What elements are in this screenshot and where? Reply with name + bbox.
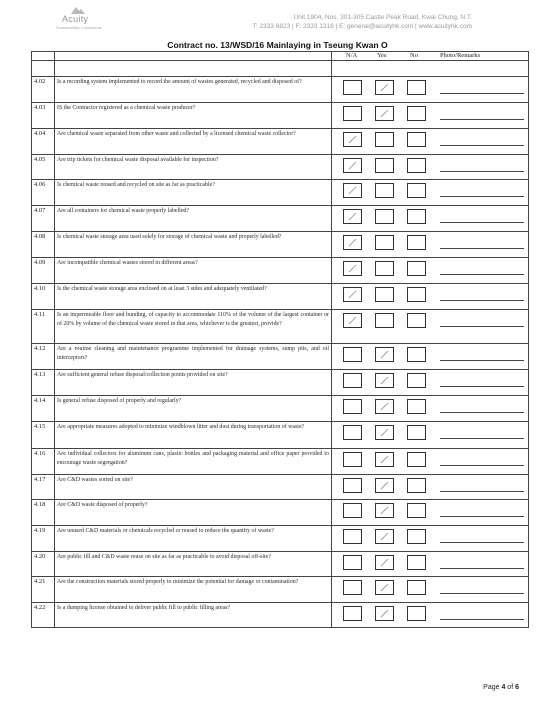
checkbox-no[interactable] [407, 606, 426, 621]
checklist-row [32, 422, 529, 449]
item-answer-cell [332, 475, 529, 500]
checklist-row [32, 310, 529, 344]
remarks-line[interactable] [440, 386, 524, 387]
checkbox-no[interactable] [407, 106, 426, 121]
checkbox-na[interactable] [343, 347, 362, 362]
item-answer-cell [332, 577, 529, 603]
current-page-number: 4 [501, 684, 506, 691]
item-number: 4.20 [32, 552, 55, 577]
header-na: N/A [346, 52, 358, 59]
item-number: 4.17 [32, 475, 55, 500]
tick-mark-icon [380, 109, 389, 118]
header-yes: Yes [377, 52, 387, 59]
item-number: 4.05 [32, 155, 55, 180]
checklist-row [32, 284, 529, 310]
checklist-row [32, 77, 529, 103]
checkbox-no[interactable] [407, 503, 426, 518]
item-question: Are incompatible chemical wastes stored in different areas? [55, 258, 332, 284]
checkbox-na[interactable] [343, 132, 362, 147]
checkbox-yes[interactable] [375, 347, 394, 362]
tick-mark-icon [380, 350, 389, 359]
item-question: Is the chemical waste storage area enclosed on at least 3 sides and adequately ventilated? [55, 284, 332, 310]
remarks-line[interactable] [440, 222, 524, 223]
checkbox-no[interactable] [407, 158, 426, 173]
checkbox-yes[interactable] [375, 529, 394, 544]
header-no: No [410, 52, 418, 59]
item-answer-cell [332, 422, 529, 449]
checkbox-yes[interactable] [375, 209, 394, 224]
item-number: 4.22 [32, 603, 55, 628]
remarks-line[interactable] [440, 93, 524, 94]
checkbox-na[interactable] [343, 313, 362, 328]
checkbox-yes[interactable] [375, 183, 394, 198]
company-logo [52, 6, 102, 34]
item-question: Is general refuse disposed of properly and regularly? [55, 396, 332, 422]
checkbox-yes[interactable] [375, 606, 394, 621]
checkbox-yes[interactable] [375, 287, 394, 302]
checklist-row [32, 396, 529, 422]
checkbox-na[interactable] [343, 555, 362, 570]
checkbox-yes[interactable] [375, 158, 394, 173]
checkbox-yes[interactable] [375, 261, 394, 276]
tick-mark-icon [380, 428, 389, 437]
remarks-line[interactable] [440, 196, 524, 197]
checklist-body [32, 77, 529, 628]
item-question: Are unused C&D materials or chemicals recycled or reused to reduce the quantity of waste? [55, 526, 332, 552]
table-header-row [32, 52, 529, 61]
item-question: Are C&D waste disposed of properly? [55, 500, 332, 526]
item-question: Are public fill and C&D waste reuse on site as far as practicable to avoid disposal off-site? [55, 552, 332, 577]
tick-mark-icon [380, 83, 389, 92]
item-answer-cell [332, 370, 529, 396]
checklist-row [32, 603, 529, 628]
checklist-row [32, 526, 529, 552]
item-number: 4.12 [32, 344, 55, 370]
checklist-row [32, 206, 529, 232]
tick-mark-icon [348, 238, 357, 247]
item-answer-cell [332, 500, 529, 526]
contact-line: T: 2333 6823 | F: 2333 1316 | E: general@acuityhk.com | www.acuityhk.com [252, 23, 472, 30]
checklist-row [32, 258, 529, 284]
checklist-row [32, 232, 529, 258]
remarks-line[interactable] [440, 171, 524, 172]
item-number: 4.06 [32, 180, 55, 206]
checklist-row [32, 180, 529, 206]
item-question: Is an impermeable floor and bunding, of capacity to accommodate 110% of the volume of the largest container or of 20% by volume of the chemical waste stored in that area, whichever is the greatest, provide? [55, 310, 332, 344]
checkbox-yes[interactable] [375, 503, 394, 518]
checkbox-no[interactable] [407, 425, 426, 440]
checkbox-no[interactable] [407, 580, 426, 595]
tick-mark-icon [380, 376, 389, 385]
table-spacer-row [32, 61, 529, 77]
checkbox-na[interactable] [343, 209, 362, 224]
checkbox-na[interactable] [343, 478, 362, 493]
remarks-line[interactable] [440, 360, 524, 361]
checklist-row [32, 129, 529, 155]
checkbox-na[interactable] [343, 529, 362, 544]
tick-mark-icon [380, 402, 389, 411]
company-address [253, 13, 472, 31]
total-page-number: 6 [515, 684, 519, 691]
logo-text: Acuity [62, 14, 89, 24]
item-question: Is a dumping license obtained to deliver public fill to public filling areas? [55, 603, 332, 628]
checkbox-no[interactable] [407, 452, 426, 467]
checkbox-yes[interactable] [375, 452, 394, 467]
item-question: Are chemical waste separated from other waste and collected by a licensed chemical waste collector? [55, 129, 332, 155]
tick-mark-icon [380, 532, 389, 541]
tick-mark-icon [380, 609, 389, 618]
tick-mark-icon [380, 583, 389, 592]
tick-mark-icon [380, 506, 389, 515]
checkbox-no[interactable] [407, 373, 426, 388]
column-headers [332, 52, 529, 61]
item-question: Are the construction materials stored properly to minimize the potential for damage or contamination? [55, 577, 332, 603]
remarks-line[interactable] [440, 145, 524, 146]
item-answer-cell [332, 396, 529, 422]
checkbox-na[interactable] [343, 373, 362, 388]
footer-prefix: Page [483, 684, 502, 691]
remarks-line[interactable] [440, 300, 524, 301]
checkbox-na[interactable] [343, 261, 362, 276]
remarks-line[interactable] [440, 568, 524, 569]
remarks-line[interactable] [440, 438, 524, 439]
footer-middle: of [505, 684, 516, 691]
checkbox-yes[interactable] [375, 235, 394, 250]
checkbox-na[interactable] [343, 606, 362, 621]
checkbox-no[interactable] [407, 235, 426, 250]
item-number: 4.08 [32, 232, 55, 258]
remarks-line[interactable] [440, 593, 524, 594]
item-answer-cell [332, 526, 529, 552]
checkbox-na[interactable] [343, 235, 362, 250]
item-answer-cell [332, 232, 529, 258]
item-answer-cell [332, 180, 529, 206]
checklist-row [32, 552, 529, 577]
checkbox-yes[interactable] [375, 132, 394, 147]
item-answer-cell [332, 603, 529, 628]
tick-mark-icon [348, 186, 357, 195]
checkbox-yes[interactable] [375, 425, 394, 440]
item-answer-cell [332, 449, 529, 475]
item-answer-cell [332, 77, 529, 103]
checkbox-yes[interactable] [375, 106, 394, 121]
item-number: 4.09 [32, 258, 55, 284]
item-question: Are sufficient general refuse disposal/collection points provided on site? [55, 370, 332, 396]
checkbox-yes[interactable] [375, 80, 394, 95]
checkbox-yes[interactable] [375, 555, 394, 570]
item-number: 4.10 [32, 284, 55, 310]
checkbox-yes[interactable] [375, 580, 394, 595]
checklist-row [32, 577, 529, 603]
logo-subtext: Sustainability Consultants [56, 25, 102, 30]
checkbox-yes[interactable] [375, 313, 394, 328]
item-number: 4.18 [32, 500, 55, 526]
item-question: Are individual collectors for aluminum cans, plastic bottles and packaging material and office paper provided to encourage waste segregation? [55, 449, 332, 475]
checklist-row [32, 500, 529, 526]
item-number: 4.11 [32, 310, 55, 344]
checkbox-na[interactable] [343, 80, 362, 95]
item-number: 4.04 [32, 129, 55, 155]
checkbox-no[interactable] [407, 287, 426, 302]
checkbox-na[interactable] [343, 580, 362, 595]
remarks-line[interactable] [440, 516, 524, 517]
item-answer-cell [332, 284, 529, 310]
item-question: Are C&D wastes sorted on site? [55, 475, 332, 500]
tick-mark-icon [348, 212, 357, 221]
remarks-line[interactable] [440, 491, 524, 492]
address-line: Unit 1904, Nos. 301-305 Castle Peak Road, Kwai Chung, N.T. [293, 14, 472, 21]
checkbox-no[interactable] [407, 478, 426, 493]
tick-mark-icon [348, 264, 357, 273]
checkbox-na[interactable] [343, 287, 362, 302]
tick-mark-icon [348, 290, 357, 299]
checklist-row [32, 155, 529, 180]
item-number: 4.13 [32, 370, 55, 396]
tick-mark-icon [348, 316, 357, 325]
checkbox-no[interactable] [407, 555, 426, 570]
checkbox-na[interactable] [343, 158, 362, 173]
item-number: 4.19 [32, 526, 55, 552]
remarks-line[interactable] [440, 542, 524, 543]
checkbox-no[interactable] [407, 399, 426, 414]
remarks-line[interactable] [440, 326, 524, 327]
checkbox-no[interactable] [407, 313, 426, 328]
remarks-line[interactable] [440, 248, 524, 249]
checklist-table [31, 51, 529, 628]
checkbox-no[interactable] [407, 261, 426, 276]
tick-mark-icon [380, 558, 389, 567]
item-question: Are all containers for chemical waste properly labelled? [55, 206, 332, 232]
page-title: Contract no. 13/WSD/16 Mainlaying in Tseung Kwan O [167, 40, 388, 50]
checkbox-yes[interactable] [375, 373, 394, 388]
remarks-line[interactable] [440, 619, 524, 620]
item-answer-cell [332, 155, 529, 180]
checkbox-na[interactable] [343, 183, 362, 198]
page-footer [483, 684, 519, 691]
item-answer-cell [332, 552, 529, 577]
item-question: Are appropriate measures adopted to minimize windblown litter and dust during transportation of waste? [55, 422, 332, 449]
item-number: 4.14 [32, 396, 55, 422]
tick-mark-icon [348, 161, 357, 170]
item-number: 4.07 [32, 206, 55, 232]
checklist-row [32, 103, 529, 129]
checklist-row [32, 370, 529, 396]
item-question: Are trip tickets for chemical waste disposal available for inspection? [55, 155, 332, 180]
item-number: 4.15 [32, 422, 55, 449]
remarks-line[interactable] [440, 412, 524, 413]
checkbox-no[interactable] [407, 132, 426, 147]
checklist-row [32, 449, 529, 475]
item-answer-cell [332, 258, 529, 284]
item-question: Are a routine cleaning and maintenance programme implemented for drainage systems, sump pits, and oil interceptors? [55, 344, 332, 370]
checkbox-no[interactable] [407, 183, 426, 198]
item-number: 4.02 [32, 77, 55, 103]
item-question: IS the Contractor registered as a chemical waste producer? [55, 103, 332, 129]
item-answer-cell [332, 129, 529, 155]
checklist-row [32, 475, 529, 500]
checkbox-no[interactable] [407, 80, 426, 95]
checkbox-na[interactable] [343, 503, 362, 518]
tick-mark-icon [348, 135, 357, 144]
checkbox-no[interactable] [407, 529, 426, 544]
item-answer-cell [332, 206, 529, 232]
header-remarks: Photo/Remarks [440, 52, 481, 59]
checkbox-yes[interactable] [375, 478, 394, 493]
checkbox-na[interactable] [343, 106, 362, 121]
item-question: Is chemical waste storage area used solely for storage of chemical waste and properly labelled? [55, 232, 332, 258]
checkbox-yes[interactable] [375, 399, 394, 414]
checkbox-na[interactable] [343, 452, 362, 467]
checkbox-no[interactable] [407, 209, 426, 224]
remarks-line[interactable] [440, 274, 524, 275]
item-number: 4.16 [32, 449, 55, 475]
checkbox-no[interactable] [407, 347, 426, 362]
remarks-line[interactable] [440, 119, 524, 120]
item-answer-cell [332, 103, 529, 129]
tick-mark-icon [380, 481, 389, 490]
item-number: 4.21 [32, 577, 55, 603]
item-question: Is a recording system implemented to record the amount of wastes generated, recycled and disposed of? [55, 77, 332, 103]
tick-mark-icon [380, 455, 389, 464]
item-number: 4.03 [32, 103, 55, 129]
item-answer-cell [332, 310, 529, 344]
checkbox-na[interactable] [343, 425, 362, 440]
item-question: Is chemical waste reused and recycled on site as far as practicable? [55, 180, 332, 206]
remarks-line[interactable] [440, 465, 524, 466]
item-answer-cell [332, 344, 529, 370]
checklist-row [32, 344, 529, 370]
checkbox-na[interactable] [343, 399, 362, 414]
